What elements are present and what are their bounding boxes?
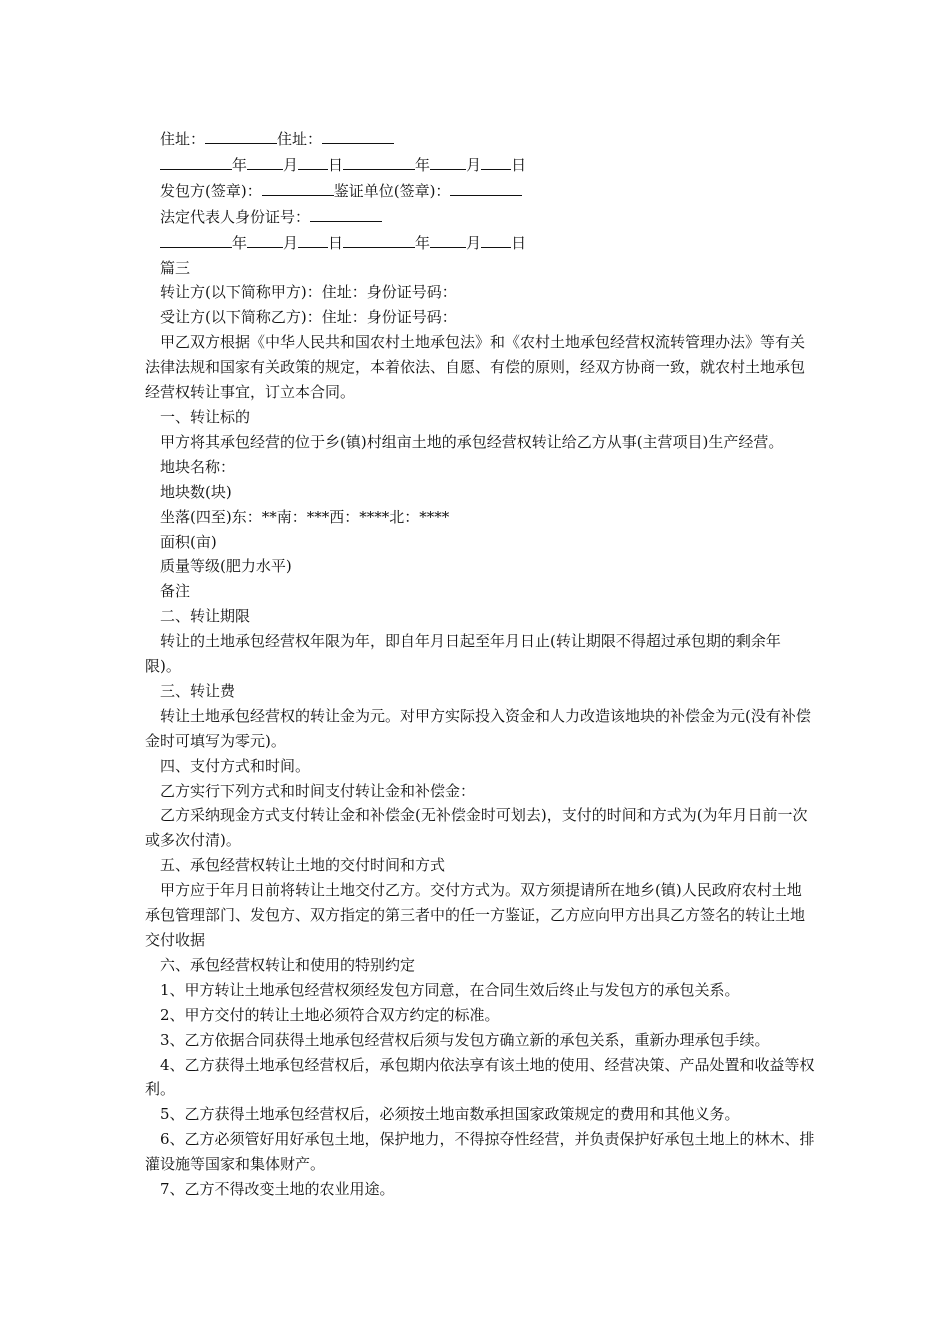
clause-item: 6、乙方必须管好用好承包土地，保护地力，不得掠夺性经营，并负责保护好承包土地上的林木、排灌设施等国家和集体财产。 [145,1130,815,1174]
clause-text: 乙方采纳现金方式支付转让金和补偿金(无补偿金时可划去)，支付的时间和方式为(为年月日前一次或多次付清)。 [145,806,808,850]
blank-line [205,126,277,144]
section-title: 篇三 [160,258,191,277]
clause-heading: 六、承包经营权转让和使用的特别约定 [160,955,416,974]
clause-heading: 三、转让费 [160,681,236,700]
address-line [145,126,815,152]
clause-heading: 五、承包经营权转让土地的交付时间和方式 [160,856,446,875]
clause-item: 1、甲方转让土地承包经营权须经发包方同意，在合同生效后终止与发包方的承包关系。 [160,980,740,999]
preamble: 甲乙双方根据《中华人民共和国农村土地承包法》和《农村土地承包经营权流转管理办法》等有关法律法规和国家有关政策的规定，本着依法、自愿、有偿的原则，经双方协商一致，就农村土地承包经营权转让事宜，订立本合同。 [145,333,806,402]
clause-item: 3、乙方依据合同获得土地承包经营权后须与发包方确立新的承包关系，重新办理承包手续。 [160,1030,770,1049]
clause-text: 乙方实行下列方式和时间支付转让金和补偿金： [160,781,476,800]
field-line: 坐落(四至)东：**南：***西：****北：**** [160,507,450,526]
issuer-label: 发包方(签章)： [160,181,262,200]
clause-heading: 二、转让期限 [160,607,251,626]
clause-item: 7、乙方不得改变土地的农业用途。 [160,1180,395,1199]
legal-rep-line [145,204,815,230]
field-line: 地块数(块) [160,482,232,501]
address-label-b: 住址： [277,130,323,148]
clause-item: 4、乙方获得土地承包经营权后，承包期内依法享有该土地的使用、经营决策、产品处置和收益等权利。 [145,1055,815,1099]
signature-line [145,178,815,204]
verifier-label: 鉴证单位(签章)： [333,181,451,200]
clause-heading: 一、转让标的 [160,407,251,426]
legal-rep-label: 法定代表人身份证号： [160,207,311,226]
clause-text: 转让土地承包经营权的转让金为元。对甲方实际投入资金和人力改造该地块的补偿金为元(没有补偿金时可填写为零元)。 [145,706,811,750]
field-line: 地块名称： [160,457,236,476]
clause-text: 转让的土地承包经营权年限为年，即自年月日起至年月日止(转让期限不得超过承包期的剩余年限)。 [145,632,781,676]
field-line: 面积(亩) [160,532,217,551]
clause-text: 甲方将其承包经营的位于乡(镇)村组亩土地的承包经营权转让给乙方从事(主营项目)生产经营。 [160,432,784,451]
date-line: 年 月 日 年 月 日 [145,152,815,178]
date-line: 年 月 日 年 月 日 [145,230,815,256]
clause-text: 甲方应于年月日前将转让土地交付乙方。交付方式为。双方须提请所在地乡(镇)人民政府农村土地承包管理部门、发包方、双方指定的第三者中的任一方鉴证，乙方应向甲方出具乙方签名的转让土地交付收据 [145,881,806,949]
clause-heading: 四、支付方式和时间。 [160,756,311,775]
field-line: 备注 [160,582,191,601]
clause-item: 2、甲方交付的转让土地必须符合双方约定的标准。 [160,1005,500,1024]
transferor-line: 转让方(以下简称甲方)：住址：身份证号码： [160,283,457,302]
contract-page [145,126,815,1202]
transferee-line: 受让方(以下简称乙方)：住址：身份证号码： [160,308,457,327]
blank-line [322,126,394,144]
clause-item: 5、乙方获得土地承包经营权后，必须按土地亩数承担国家政策规定的费用和其他义务。 [160,1105,740,1124]
field-line: 质量等级(肥力水平) [160,557,292,576]
address-label-a: 住址： [160,130,206,148]
